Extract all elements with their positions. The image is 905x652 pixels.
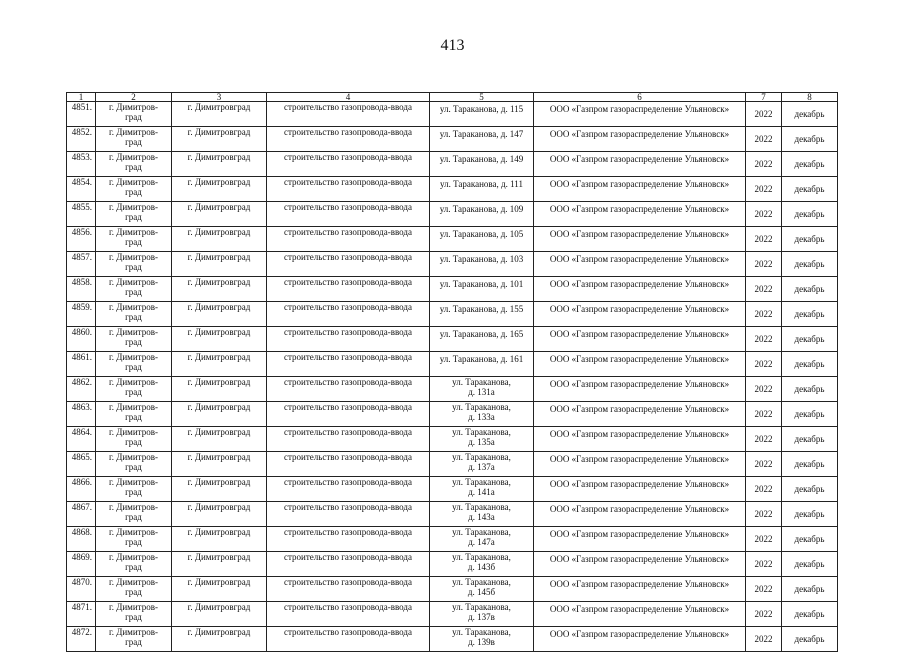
- organization-cell: ООО «Газпром газораспределение Ульяновск»: [534, 602, 746, 627]
- page-number: 413: [440, 37, 465, 54]
- organization-cell: ООО «Газпром газораспределение Ульяновск»: [534, 227, 746, 252]
- locality-cell: г. Димитровград: [172, 477, 267, 502]
- month-cell: декабрь: [782, 527, 838, 552]
- city-line-1: г. Димитров-: [109, 452, 158, 462]
- address-line-1: ул. Тараканова,: [452, 452, 511, 462]
- work-type-cell: строительство газопровода-ввода: [267, 277, 430, 302]
- work-type-cell: строительство газопровода-ввода: [267, 627, 430, 652]
- year-cell: 2022: [746, 427, 782, 452]
- work-type-cell: строительство газопровода-ввода: [267, 202, 430, 227]
- city-line-1: г. Димитров-: [109, 177, 158, 187]
- row-number: 4864.: [67, 427, 96, 452]
- city-cell: [96, 577, 172, 602]
- locality-cell: г. Димитровград: [172, 127, 267, 152]
- locality-cell: г. Димитровград: [172, 402, 267, 427]
- address-line-2: д. 139в: [468, 637, 495, 647]
- address-line-1: ул. Тараканова, д. 147: [439, 129, 524, 139]
- locality-cell: г. Димитровград: [172, 552, 267, 577]
- work-type-cell: строительство газопровода-ввода: [267, 302, 430, 327]
- col-header: 7: [746, 93, 782, 102]
- organization-cell: ООО «Газпром газораспределение Ульяновск»: [534, 627, 746, 652]
- organization-cell: ООО «Газпром газораспределение Ульяновск»: [534, 277, 746, 302]
- table-row: [67, 402, 838, 427]
- month-cell: декабрь: [782, 477, 838, 502]
- row-number: 4854.: [67, 177, 96, 202]
- address-cell: [430, 402, 534, 427]
- organization-cell: ООО «Газпром газораспределение Ульяновск»: [534, 427, 746, 452]
- work-type-cell: строительство газопровода-ввода: [267, 452, 430, 477]
- year-cell: 2022: [746, 627, 782, 652]
- col-header: 6: [534, 93, 746, 102]
- city-cell: [96, 427, 172, 452]
- address-cell: [430, 327, 534, 352]
- address-cell: [430, 452, 534, 477]
- city-cell: [96, 502, 172, 527]
- row-number: 4865.: [67, 452, 96, 477]
- city-line-2: град: [125, 262, 142, 272]
- city-line-2: град: [125, 412, 142, 422]
- work-type-cell: строительство газопровода-ввода: [267, 352, 430, 377]
- city-cell: [96, 152, 172, 177]
- organization-cell: ООО «Газпром газораспределение Ульяновск»: [534, 302, 746, 327]
- row-number: 4852.: [67, 127, 96, 152]
- organization-cell: ООО «Газпром газораспределение Ульяновск»: [534, 177, 746, 202]
- work-type-cell: строительство газопровода-ввода: [267, 477, 430, 502]
- table-row: [67, 527, 838, 552]
- table-row: [67, 152, 838, 177]
- work-type-cell: строительство газопровода-ввода: [267, 602, 430, 627]
- month-cell: декабрь: [782, 402, 838, 427]
- address-cell: [430, 627, 534, 652]
- city-line-1: г. Димитров-: [109, 302, 158, 312]
- address-line-1: ул. Тараканова, д. 165: [439, 329, 524, 339]
- work-type-cell: строительство газопровода-ввода: [267, 377, 430, 402]
- month-cell: декабрь: [782, 552, 838, 577]
- organization-cell: ООО «Газпром газораспределение Ульяновск»: [534, 352, 746, 377]
- organization-cell: ООО «Газпром газораспределение Ульяновск»: [534, 252, 746, 277]
- address-cell: [430, 377, 534, 402]
- city-line-2: град: [125, 137, 142, 147]
- work-type-cell: строительство газопровода-ввода: [267, 177, 430, 202]
- table-row: [67, 277, 838, 302]
- work-type-cell: строительство газопровода-ввода: [267, 152, 430, 177]
- address-line-1: ул. Тараканова,: [452, 502, 511, 512]
- city-line-1: г. Димитров-: [109, 477, 158, 487]
- city-line-2: град: [125, 362, 142, 372]
- city-cell: [96, 252, 172, 277]
- col-header: 5: [430, 93, 534, 102]
- row-number: 4871.: [67, 602, 96, 627]
- city-line-1: г. Димитров-: [109, 277, 158, 287]
- city-line-1: г. Димитров-: [109, 152, 158, 162]
- city-line-2: град: [125, 562, 142, 572]
- locality-cell: г. Димитровград: [172, 302, 267, 327]
- locality-cell: г. Димитровград: [172, 352, 267, 377]
- work-type-cell: строительство газопровода-ввода: [267, 227, 430, 252]
- month-cell: декабрь: [782, 277, 838, 302]
- work-type-cell: строительство газопровода-ввода: [267, 527, 430, 552]
- row-number: 4870.: [67, 577, 96, 602]
- city-line-2: град: [125, 112, 142, 122]
- organization-cell: ООО «Газпром газораспределение Ульяновск»: [534, 377, 746, 402]
- month-cell: декабрь: [782, 177, 838, 202]
- address-line-2: д. 135а: [468, 437, 495, 447]
- locality-cell: г. Димитровград: [172, 502, 267, 527]
- address-cell: [430, 202, 534, 227]
- city-line-1: г. Димитров-: [109, 552, 158, 562]
- table-body: [67, 102, 838, 652]
- month-cell: декабрь: [782, 452, 838, 477]
- row-number: 4863.: [67, 402, 96, 427]
- month-cell: декабрь: [782, 252, 838, 277]
- city-line-2: град: [125, 462, 142, 472]
- city-line-2: град: [125, 212, 142, 222]
- row-number: 4855.: [67, 202, 96, 227]
- row-number: 4856.: [67, 227, 96, 252]
- city-line-1: г. Димитров-: [109, 402, 158, 412]
- city-line-1: г. Димитров-: [109, 102, 158, 112]
- address-cell: [430, 352, 534, 377]
- city-cell: [96, 202, 172, 227]
- month-cell: декабрь: [782, 427, 838, 452]
- organization-cell: ООО «Газпром газораспределение Ульяновск»: [534, 327, 746, 352]
- month-cell: декабрь: [782, 302, 838, 327]
- city-cell: [96, 477, 172, 502]
- organization-cell: ООО «Газпром газораспределение Ульяновск»: [534, 452, 746, 477]
- address-line-1: ул. Тараканова, д. 111: [440, 179, 523, 189]
- address-line-2: д. 131а: [468, 387, 495, 397]
- city-cell: [96, 177, 172, 202]
- year-cell: 2022: [746, 277, 782, 302]
- year-cell: 2022: [746, 377, 782, 402]
- address-line-1: ул. Тараканова,: [452, 552, 511, 562]
- month-cell: декабрь: [782, 202, 838, 227]
- row-number: 4853.: [67, 152, 96, 177]
- organization-cell: ООО «Газпром газораспределение Ульяновск»: [534, 477, 746, 502]
- row-number: 4869.: [67, 552, 96, 577]
- work-type-cell: строительство газопровода-ввода: [267, 577, 430, 602]
- locality-cell: г. Димитровград: [172, 202, 267, 227]
- city-line-2: град: [125, 437, 142, 447]
- locality-cell: г. Димитровград: [172, 602, 267, 627]
- organization-cell: ООО «Газпром газораспределение Ульяновск»: [534, 577, 746, 602]
- city-cell: [96, 377, 172, 402]
- city-line-2: град: [125, 337, 142, 347]
- city-line-2: град: [125, 537, 142, 547]
- year-cell: 2022: [746, 327, 782, 352]
- city-cell: [96, 527, 172, 552]
- city-line-2: град: [125, 612, 142, 622]
- table-row: [67, 327, 838, 352]
- address-line-1: ул. Тараканова, д. 155: [439, 304, 524, 314]
- locality-cell: г. Димитровград: [172, 327, 267, 352]
- address-cell: [430, 277, 534, 302]
- row-number: 4862.: [67, 377, 96, 402]
- work-type-cell: строительство газопровода-ввода: [267, 502, 430, 527]
- table-row: [67, 252, 838, 277]
- address-line-2: д. 143а: [468, 512, 495, 522]
- header-row: [67, 93, 838, 102]
- city-line-1: г. Димитров-: [109, 377, 158, 387]
- year-cell: 2022: [746, 152, 782, 177]
- address-cell: [430, 102, 534, 127]
- col-header: 8: [782, 93, 838, 102]
- row-number: 4859.: [67, 302, 96, 327]
- year-cell: 2022: [746, 127, 782, 152]
- address-cell: [430, 252, 534, 277]
- city-line-2: град: [125, 162, 142, 172]
- row-number: 4861.: [67, 352, 96, 377]
- locality-cell: г. Димитровград: [172, 452, 267, 477]
- address-cell: [430, 477, 534, 502]
- month-cell: декабрь: [782, 227, 838, 252]
- row-number: 4851.: [67, 102, 96, 127]
- address-line-1: ул. Тараканова, д. 115: [439, 104, 524, 114]
- address-cell: [430, 302, 534, 327]
- city-line-2: град: [125, 187, 142, 197]
- address-line-1: ул. Тараканова, д. 105: [439, 229, 524, 239]
- organization-cell: ООО «Газпром газораспределение Ульяновск»: [534, 552, 746, 577]
- month-cell: декабрь: [782, 327, 838, 352]
- month-cell: декабрь: [782, 377, 838, 402]
- table-row: [67, 477, 838, 502]
- city-cell: [96, 602, 172, 627]
- address-line-2: д. 133а: [468, 412, 495, 422]
- city-line-2: град: [125, 637, 142, 647]
- table-row: [67, 602, 838, 627]
- table-row: [67, 102, 838, 127]
- month-cell: декабрь: [782, 352, 838, 377]
- month-cell: декабрь: [782, 102, 838, 127]
- address-line-1: ул. Тараканова,: [452, 377, 511, 387]
- table-row: [67, 627, 838, 652]
- address-line-1: ул. Тараканова,: [452, 402, 511, 412]
- address-line-2: д. 143б: [467, 562, 496, 572]
- address-cell: [430, 127, 534, 152]
- city-line-1: г. Димитров-: [109, 127, 158, 137]
- month-cell: декабрь: [782, 627, 838, 652]
- table-row: [67, 427, 838, 452]
- year-cell: 2022: [746, 252, 782, 277]
- row-number: 4860.: [67, 327, 96, 352]
- city-line-1: г. Димитров-: [109, 252, 158, 262]
- city-cell: [96, 402, 172, 427]
- year-cell: 2022: [746, 477, 782, 502]
- col-header: 4: [267, 93, 430, 102]
- year-cell: 2022: [746, 352, 782, 377]
- row-number: 4858.: [67, 277, 96, 302]
- table-row: [67, 552, 838, 577]
- city-line-2: град: [125, 587, 142, 597]
- address-line-2: д. 137а: [468, 462, 495, 472]
- year-cell: 2022: [746, 577, 782, 602]
- locality-cell: г. Димитровград: [172, 577, 267, 602]
- city-line-2: град: [125, 312, 142, 322]
- locality-cell: г. Димитровград: [172, 227, 267, 252]
- row-number: 4866.: [67, 477, 96, 502]
- address-line-1: ул. Тараканова,: [452, 602, 511, 612]
- city-cell: [96, 552, 172, 577]
- col-header: 1: [67, 93, 96, 102]
- city-line-1: г. Димитров-: [109, 527, 158, 537]
- year-cell: 2022: [746, 527, 782, 552]
- work-type-cell: строительство газопровода-ввода: [267, 327, 430, 352]
- year-cell: 2022: [746, 177, 782, 202]
- address-line-2: д. 137в: [468, 612, 495, 622]
- address-line-1: ул. Тараканова,: [452, 527, 511, 537]
- address-cell: [430, 152, 534, 177]
- city-line-1: г. Димитров-: [109, 327, 158, 337]
- address-cell: [430, 227, 534, 252]
- city-line-1: г. Димитров-: [109, 502, 158, 512]
- organization-cell: ООО «Газпром газораспределение Ульяновск»: [534, 527, 746, 552]
- address-line-1: ул. Тараканова, д. 101: [439, 279, 524, 289]
- address-cell: [430, 577, 534, 602]
- address-line-1: ул. Тараканова,: [452, 627, 511, 637]
- organization-cell: ООО «Газпром газораспределение Ульяновск»: [534, 402, 746, 427]
- month-cell: декабрь: [782, 152, 838, 177]
- year-cell: 2022: [746, 402, 782, 427]
- year-cell: 2022: [746, 227, 782, 252]
- address-cell: [430, 427, 534, 452]
- city-line-2: град: [125, 512, 142, 522]
- table-row: [67, 202, 838, 227]
- year-cell: 2022: [746, 102, 782, 127]
- year-cell: 2022: [746, 602, 782, 627]
- table-row: [67, 352, 838, 377]
- col-header: 3: [172, 93, 267, 102]
- work-type-cell: строительство газопровода-ввода: [267, 552, 430, 577]
- city-line-1: г. Димитров-: [109, 202, 158, 212]
- address-line-2: д. 145б: [467, 587, 496, 597]
- organization-cell: ООО «Газпром газораспределение Ульяновск»: [534, 502, 746, 527]
- table-row: [67, 127, 838, 152]
- city-cell: [96, 227, 172, 252]
- row-number: 4867.: [67, 502, 96, 527]
- gas-pipeline-table: [66, 92, 838, 652]
- city-line-1: г. Димитров-: [109, 627, 158, 637]
- address-cell: [430, 527, 534, 552]
- address-line-2: д. 147а: [468, 537, 495, 547]
- table-row: [67, 452, 838, 477]
- city-line-2: град: [125, 237, 142, 247]
- locality-cell: г. Димитровград: [172, 627, 267, 652]
- work-type-cell: строительство газопровода-ввода: [267, 252, 430, 277]
- address-line-1: ул. Тараканова, д. 109: [439, 204, 524, 214]
- address-line-2: д. 141а: [468, 487, 495, 497]
- city-cell: [96, 352, 172, 377]
- work-type-cell: строительство газопровода-ввода: [267, 402, 430, 427]
- city-line-1: г. Димитров-: [109, 577, 158, 587]
- address-cell: [430, 602, 534, 627]
- city-cell: [96, 102, 172, 127]
- city-cell: [96, 452, 172, 477]
- table-row: [67, 577, 838, 602]
- col-header: 2: [96, 93, 172, 102]
- city-line-1: г. Димитров-: [109, 352, 158, 362]
- address-line-1: ул. Тараканова, д. 161: [439, 354, 524, 364]
- table-row: [67, 177, 838, 202]
- row-number: 4868.: [67, 527, 96, 552]
- city-line-2: град: [125, 487, 142, 497]
- city-cell: [96, 327, 172, 352]
- table-row: [67, 227, 838, 252]
- city-line-2: град: [125, 287, 142, 297]
- locality-cell: г. Димитровград: [172, 427, 267, 452]
- work-type-cell: строительство газопровода-ввода: [267, 427, 430, 452]
- organization-cell: ООО «Газпром газораспределение Ульяновск»: [534, 152, 746, 177]
- month-cell: декабрь: [782, 577, 838, 602]
- address-line-1: ул. Тараканова,: [452, 427, 511, 437]
- table-row: [67, 502, 838, 527]
- locality-cell: г. Димитровград: [172, 377, 267, 402]
- city-cell: [96, 627, 172, 652]
- locality-cell: г. Димитровград: [172, 527, 267, 552]
- locality-cell: г. Димитровград: [172, 177, 267, 202]
- month-cell: декабрь: [782, 602, 838, 627]
- table-row: [67, 377, 838, 402]
- address-cell: [430, 502, 534, 527]
- work-type-cell: строительство газопровода-ввода: [267, 102, 430, 127]
- month-cell: декабрь: [782, 502, 838, 527]
- row-number: 4857.: [67, 252, 96, 277]
- locality-cell: г. Димитровград: [172, 277, 267, 302]
- locality-cell: г. Димитровград: [172, 252, 267, 277]
- locality-cell: г. Димитровград: [172, 152, 267, 177]
- month-cell: декабрь: [782, 127, 838, 152]
- city-line-1: г. Димитров-: [109, 602, 158, 612]
- address-cell: [430, 552, 534, 577]
- organization-cell: ООО «Газпром газораспределение Ульяновск»: [534, 102, 746, 127]
- city-line-1: г. Димитров-: [109, 227, 158, 237]
- year-cell: 2022: [746, 452, 782, 477]
- year-cell: 2022: [746, 552, 782, 577]
- organization-cell: ООО «Газпром газораспределение Ульяновск»: [534, 127, 746, 152]
- row-number: 4872.: [67, 627, 96, 652]
- address-cell: [430, 177, 534, 202]
- year-cell: 2022: [746, 202, 782, 227]
- table-row: [67, 302, 838, 327]
- locality-cell: г. Димитровград: [172, 102, 267, 127]
- address-line-1: ул. Тараканова, д. 103: [439, 254, 524, 264]
- city-cell: [96, 302, 172, 327]
- city-cell: [96, 277, 172, 302]
- city-cell: [96, 127, 172, 152]
- address-line-1: ул. Тараканова,: [452, 477, 511, 487]
- organization-cell: ООО «Газпром газораспределение Ульяновск»: [534, 202, 746, 227]
- address-line-1: ул. Тараканова, д. 149: [439, 154, 524, 164]
- address-line-1: ул. Тараканова,: [452, 577, 511, 587]
- city-line-1: г. Димитров-: [109, 427, 158, 437]
- year-cell: 2022: [746, 302, 782, 327]
- year-cell: 2022: [746, 502, 782, 527]
- city-line-2: град: [125, 387, 142, 397]
- work-type-cell: строительство газопровода-ввода: [267, 127, 430, 152]
